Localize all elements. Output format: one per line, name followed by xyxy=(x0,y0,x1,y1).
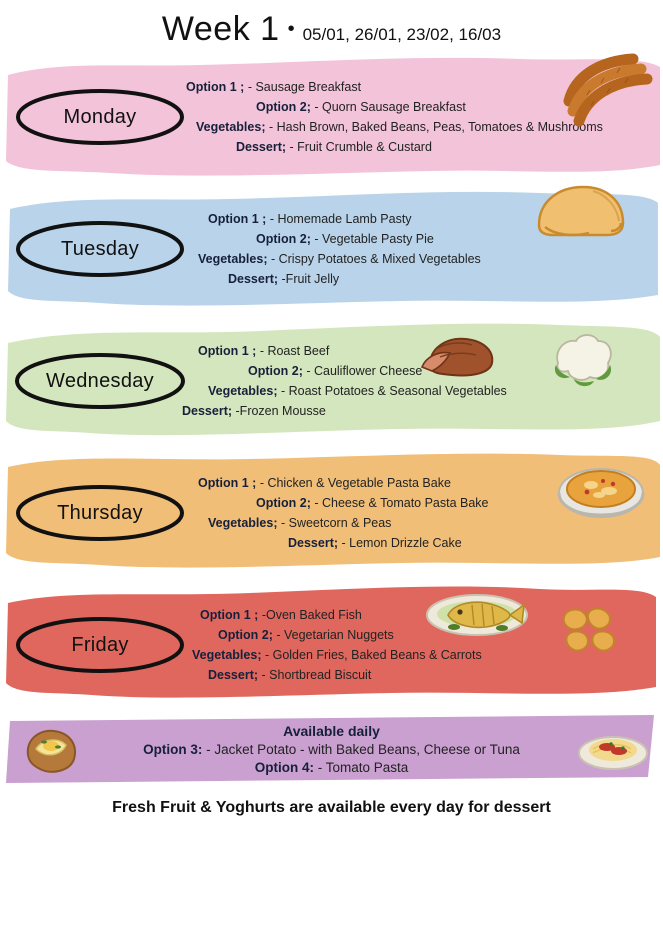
menu-line-label: Vegetables; xyxy=(208,384,278,398)
menu-line-label: Option 1 ; xyxy=(186,80,245,94)
menu-line xyxy=(178,648,649,662)
menu-line-value: - Hash Brown, Baked Beans, Peas, Tomatoes & Mushrooms xyxy=(268,120,603,134)
menu-lines-tuesday xyxy=(178,212,649,286)
menu-line xyxy=(178,628,649,642)
menu-line-label: Option 1 ; xyxy=(198,476,257,490)
menu-line-label: Option 1 ; xyxy=(208,212,267,226)
menu-line-value: - Fruit Crumble & Custard xyxy=(289,140,432,154)
week-dates: 05/01, 26/01, 23/02, 16/03 xyxy=(302,25,502,44)
menu-line xyxy=(178,272,649,286)
daily-content xyxy=(0,713,663,785)
menu-line xyxy=(178,384,649,398)
day-row-thursday xyxy=(0,449,663,577)
menu-line-label: Option 2; xyxy=(218,628,273,642)
menu-line xyxy=(178,252,649,266)
daily-line xyxy=(255,760,409,775)
menu-line xyxy=(178,496,649,510)
menu-line-value: -Fruit Jelly xyxy=(281,272,340,286)
menu-line xyxy=(178,536,649,550)
footer-note: Fresh Fruit & Yoghurts are available every day for dessert xyxy=(112,799,551,816)
menu-line-value: - Shortbread Biscuit xyxy=(261,668,372,682)
day-name-text: Thursday xyxy=(57,501,143,524)
menu-line xyxy=(178,140,649,154)
menu-line xyxy=(178,668,649,682)
menu-line-value: - Roast Potatoes & Seasonal Vegetables xyxy=(280,384,507,398)
menu-line-value: - Roast Beef xyxy=(259,344,330,358)
title-separator-dot: • xyxy=(287,18,295,40)
menu-lines-monday xyxy=(178,80,649,154)
menu-line-value: - Sausage Breakfast xyxy=(247,80,362,94)
menu-line xyxy=(178,404,649,418)
day-label-monday xyxy=(12,86,188,148)
menu-line-value: - Cauliflower Cheese xyxy=(306,364,423,378)
menu-line-value: - Sweetcorn & Peas xyxy=(280,516,392,530)
menu-lines-wednesday xyxy=(178,344,649,418)
page-header xyxy=(0,0,663,53)
daily-line-label: Option 4: xyxy=(254,760,314,775)
day-name-text: Tuesday xyxy=(60,237,140,260)
day-row-monday xyxy=(0,53,663,181)
menu-line xyxy=(178,120,649,134)
menu-line xyxy=(178,476,649,490)
available-daily-band xyxy=(0,713,663,785)
menu-line-value: - Chicken & Vegetable Pasta Bake xyxy=(259,476,451,490)
menu-line xyxy=(178,232,649,246)
menu-line-label: Option 1 ; xyxy=(198,344,257,358)
menu-line-label: Dessert; xyxy=(288,536,339,550)
menu-line-label: Option 1 ; xyxy=(200,608,259,622)
menu-line-label: Option 2; xyxy=(256,496,311,510)
menu-line-value: - Cheese & Tomato Pasta Bake xyxy=(314,496,489,510)
menu-line-label: Vegetables; xyxy=(196,120,266,134)
menu-line-label: Dessert; xyxy=(182,404,233,418)
menu-line-value: - Vegetarian Nuggets xyxy=(276,628,394,642)
day-name-text: Friday xyxy=(71,633,129,656)
daily-line-value: - Jacket Potato - with Baked Beans, Cheese or Tuna xyxy=(206,742,520,757)
menu-line-value: - Lemon Drizzle Cake xyxy=(341,536,462,550)
available-daily-title: Available daily xyxy=(283,723,380,739)
day-row-wednesday xyxy=(0,317,663,445)
menu-line-value: - Golden Fries, Baked Beans & Carrots xyxy=(264,648,482,662)
menu-line-value: -Frozen Mousse xyxy=(235,404,326,418)
day-label-wednesday xyxy=(12,350,188,412)
menu-line-label: Option 2; xyxy=(256,232,311,246)
menu-lines-thursday xyxy=(178,476,649,550)
menu-line xyxy=(178,344,649,358)
menu-line-value: - Crispy Potatoes & Mixed Vegetables xyxy=(270,252,481,266)
menu-line xyxy=(178,608,649,622)
menu-line-value: - Vegetable Pasty Pie xyxy=(314,232,434,246)
menu-line-label: Option 2; xyxy=(256,100,311,114)
menu-line-label: Vegetables; xyxy=(192,648,262,662)
day-row-friday xyxy=(0,581,663,709)
day-name-text: Wednesday xyxy=(46,369,154,392)
menu-line xyxy=(178,364,649,378)
menu-line-value: - Quorn Sausage Breakfast xyxy=(314,100,466,114)
day-row-tuesday xyxy=(0,185,663,313)
menu-line xyxy=(178,212,649,226)
daily-line xyxy=(143,742,520,757)
menu-line-label: Vegetables; xyxy=(198,252,268,266)
day-name-text: Monday xyxy=(63,105,137,128)
daily-line-label: Option 3: xyxy=(143,742,203,757)
menu-line-label: Option 2; xyxy=(248,364,303,378)
menu-line-value: -Oven Baked Fish xyxy=(261,608,362,622)
day-label-tuesday xyxy=(12,218,188,280)
menu-line-value: - Homemade Lamb Pasty xyxy=(269,212,412,226)
page-title: Week 1 xyxy=(161,10,280,48)
day-label-friday xyxy=(12,614,188,676)
menu-line xyxy=(178,80,649,94)
menu-line-label: Dessert; xyxy=(236,140,287,154)
menu-line-label: Dessert; xyxy=(208,668,259,682)
menu-line-label: Dessert; xyxy=(228,272,279,286)
menu-line xyxy=(178,516,649,530)
menu-line xyxy=(178,100,649,114)
menu-lines-friday xyxy=(178,608,649,682)
daily-line-value: - Tomato Pasta xyxy=(317,760,409,775)
day-label-thursday xyxy=(12,482,188,544)
menu-line-label: Vegetables; xyxy=(208,516,278,530)
